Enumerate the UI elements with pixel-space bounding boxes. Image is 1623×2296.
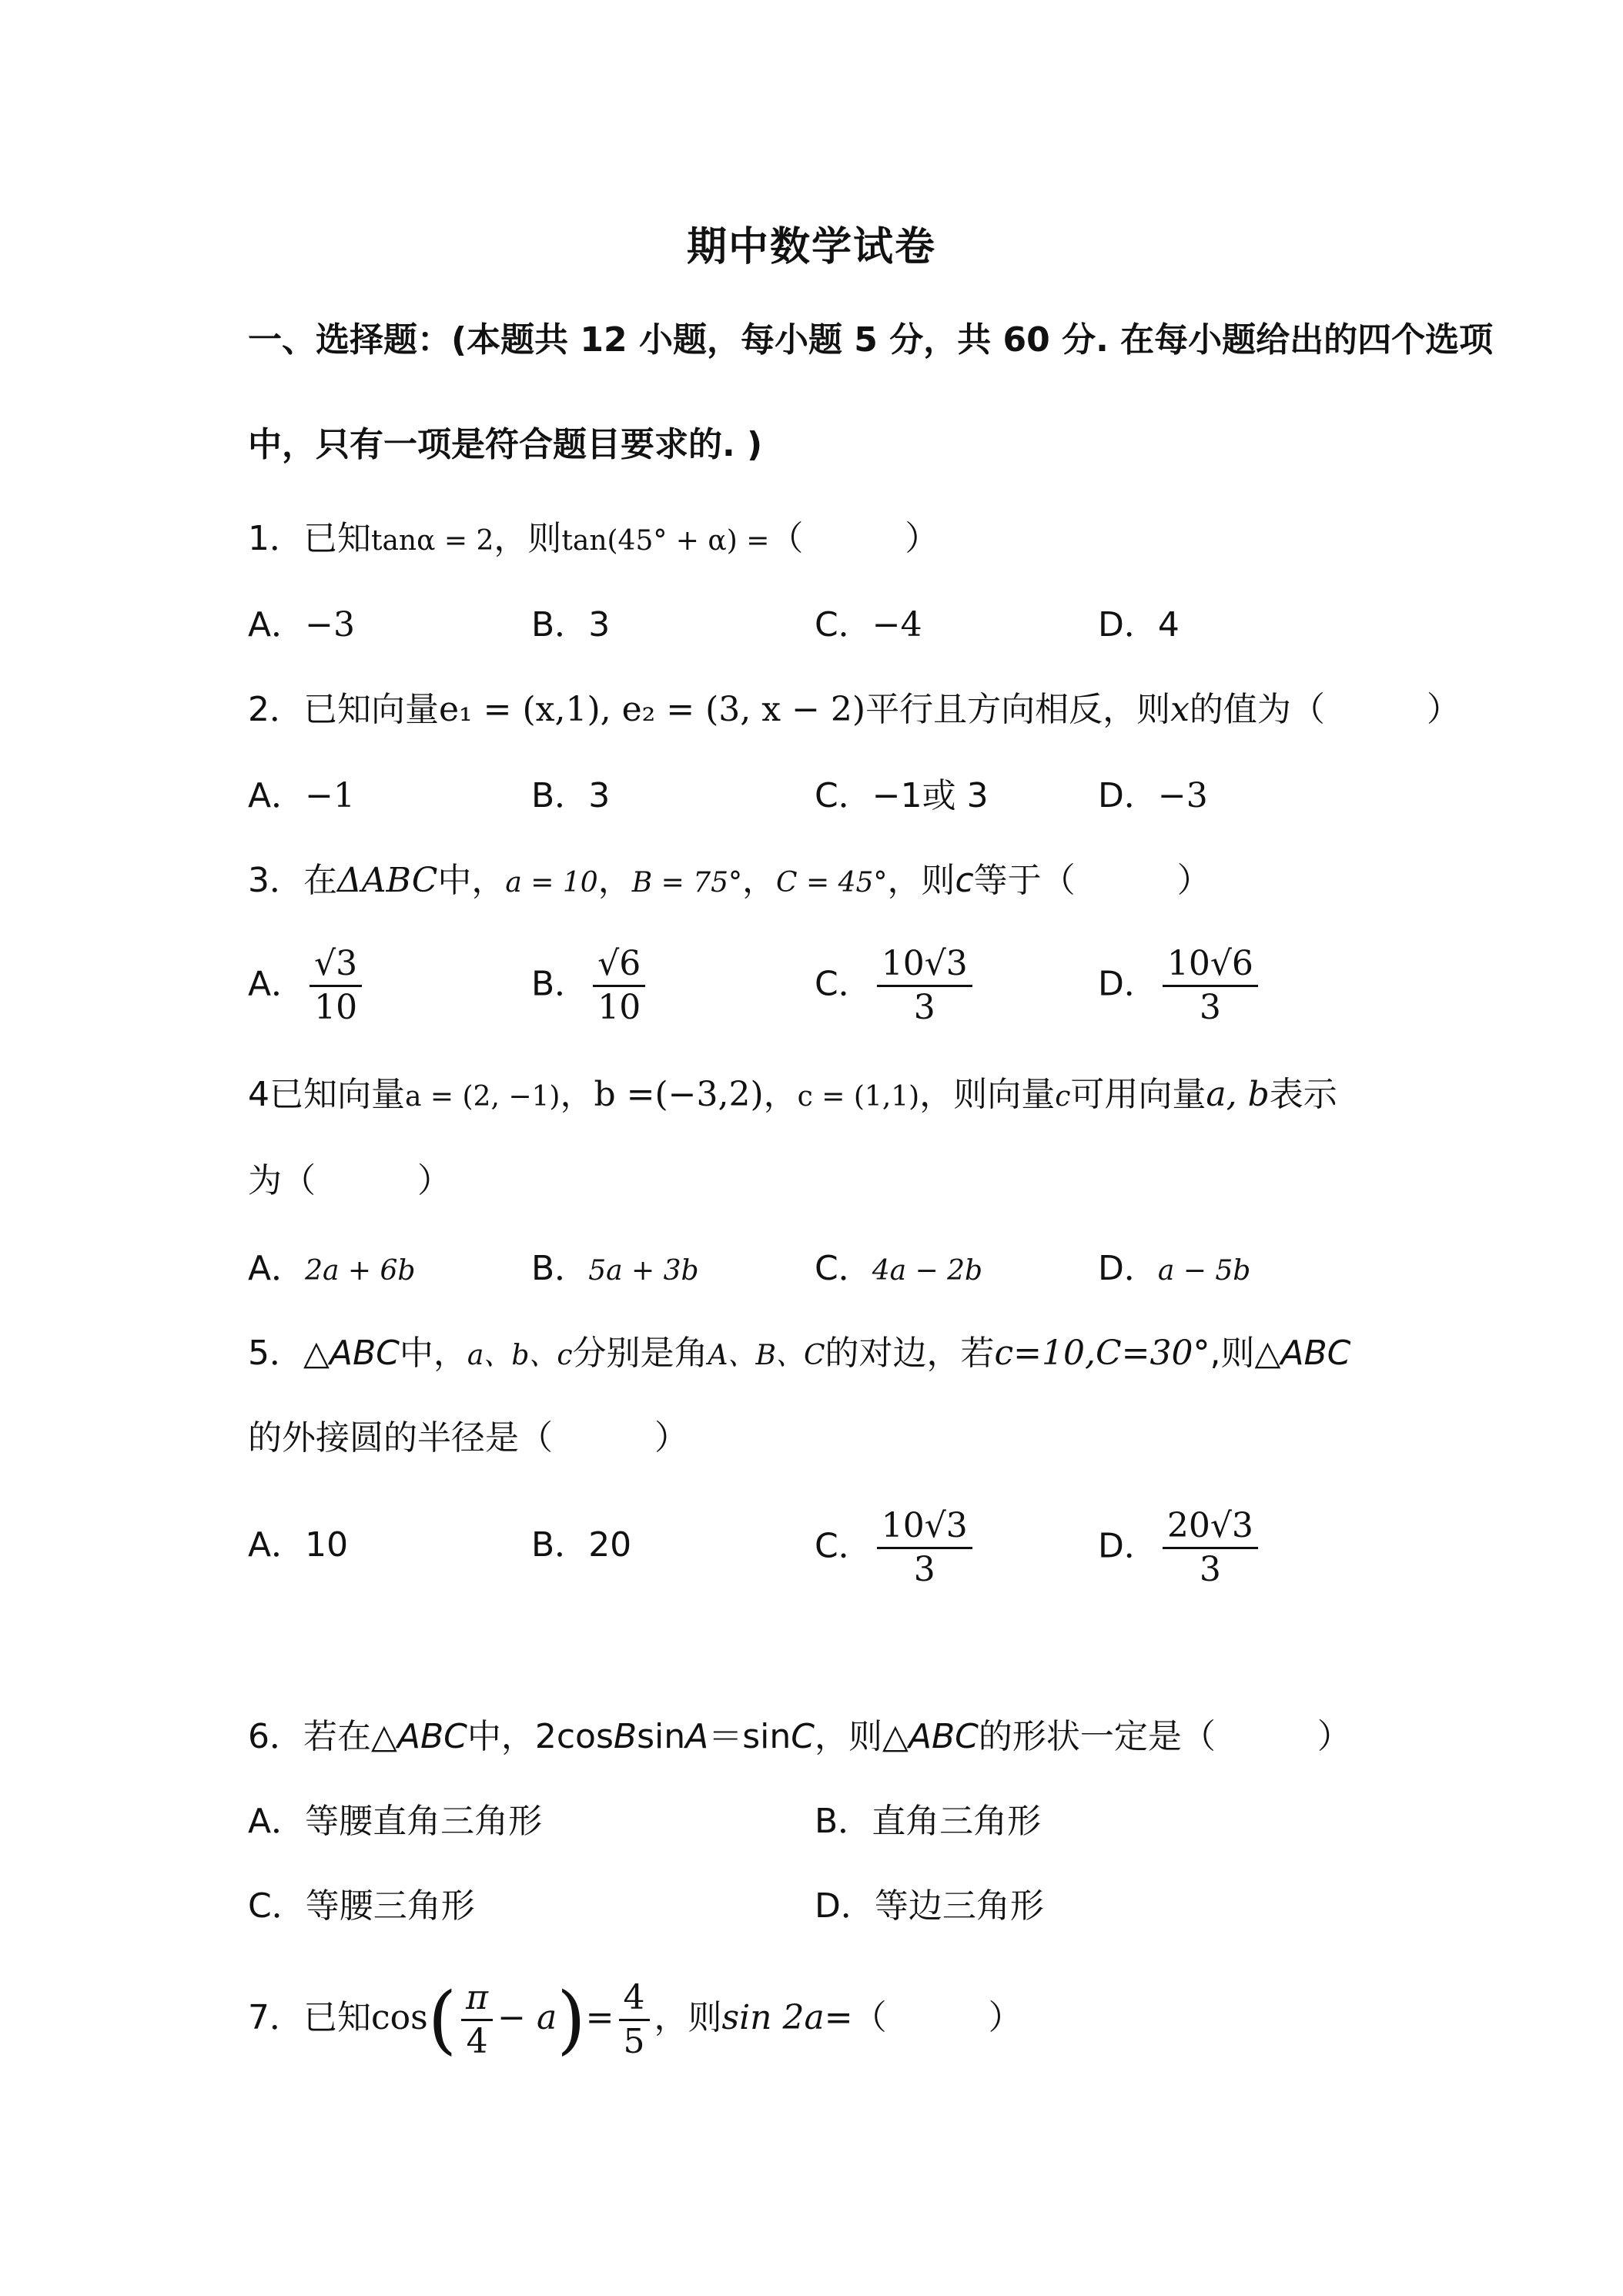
question-text: 中，2cos bbox=[467, 1717, 614, 1756]
option-label: B． bbox=[531, 1525, 589, 1565]
triangle-symbol: △ABC bbox=[371, 1717, 467, 1756]
option-value: a − 5b bbox=[1157, 1255, 1251, 1287]
option-d bbox=[1098, 1246, 1250, 1294]
section-heading-line-1: 一、选择题：(本题共 12 小题，每小题 5 分，共 60 分. 在每小题给出的四个选项 bbox=[248, 320, 1494, 360]
fraction-denominator: 4 bbox=[466, 2021, 488, 2061]
question-4-line-2: 为（ ） bbox=[248, 1161, 451, 1200]
question-text: 已知 bbox=[303, 519, 371, 558]
vector-a: a = (2, −1) bbox=[405, 1081, 561, 1113]
option-b bbox=[531, 1522, 631, 1568]
option-label: A． bbox=[248, 1525, 306, 1565]
option-label: A． bbox=[248, 776, 306, 815]
question-text: 的值为（ ） bbox=[1189, 690, 1461, 729]
question-text: 表示 bbox=[1269, 1075, 1337, 1114]
option-c bbox=[815, 943, 977, 1029]
fraction bbox=[1163, 943, 1258, 1029]
option-label: B． bbox=[531, 1249, 589, 1288]
fraction bbox=[1163, 1505, 1258, 1591]
fraction-denominator: 5 bbox=[623, 2021, 645, 2061]
question-text: 的对边，若 bbox=[825, 1334, 995, 1373]
option-label: D． bbox=[1098, 605, 1158, 644]
math-expression: A、B、C bbox=[708, 1340, 825, 1371]
math-variable: x bbox=[1170, 690, 1190, 729]
option-value: 直角三角形 bbox=[872, 1802, 1042, 1841]
option-label: D． bbox=[1098, 1249, 1158, 1288]
option-a bbox=[248, 773, 355, 819]
option-value: 3 bbox=[588, 605, 611, 644]
option-label: A． bbox=[248, 1802, 306, 1841]
option-value: 等腰三角形 bbox=[305, 1886, 475, 1926]
option-label: A． bbox=[248, 964, 306, 1004]
question-text: 已知 bbox=[303, 1998, 371, 2037]
option-value: 10 bbox=[305, 1525, 349, 1565]
option-b bbox=[531, 773, 610, 819]
option-value: 3 bbox=[588, 776, 611, 815]
option-value: 5a + 3b bbox=[588, 1255, 699, 1287]
option-value: 20 bbox=[588, 1525, 632, 1565]
question-6 bbox=[248, 1714, 1351, 1760]
option-label: B． bbox=[531, 776, 589, 815]
question-text: ，则 bbox=[494, 519, 562, 558]
option-value: −1 bbox=[305, 776, 355, 815]
option-label: C． bbox=[815, 1249, 872, 1288]
question-number: 1． bbox=[248, 519, 303, 558]
question-text: 等于（ ） bbox=[973, 861, 1211, 900]
fraction-denominator: 3 bbox=[913, 1550, 935, 1589]
question-number: 7． bbox=[248, 1998, 303, 2037]
fraction-numerator: √3 bbox=[310, 943, 362, 987]
page-title: 期中数学试卷 bbox=[686, 224, 936, 270]
fraction-denominator: 3 bbox=[913, 988, 935, 1027]
option-b bbox=[815, 1799, 1041, 1845]
question-3: 3．在ΔABC中，a = 10，B = 75°，C = 45°，则c等于（ ） bbox=[248, 861, 1211, 900]
math-expression: a、b、c bbox=[467, 1340, 573, 1371]
math-expression: − a bbox=[497, 1998, 557, 2037]
math-expression: a, b bbox=[1206, 1075, 1270, 1114]
option-d bbox=[1098, 602, 1180, 648]
fraction-numerator: 20√3 bbox=[1163, 1505, 1258, 1549]
math-expression: tanα = 2 bbox=[371, 525, 494, 557]
right-paren: ) bbox=[557, 1976, 586, 2063]
question-text: ，则 bbox=[815, 1717, 883, 1756]
option-c bbox=[815, 1246, 982, 1294]
question-number: 5． bbox=[248, 1334, 303, 1373]
option-label: C． bbox=[248, 1886, 306, 1926]
math-variable: c bbox=[1055, 1081, 1071, 1113]
option-label: C． bbox=[815, 964, 872, 1004]
math-expression: B = 75° bbox=[631, 867, 743, 899]
fraction-numerator: 10√3 bbox=[877, 943, 972, 987]
option-c bbox=[815, 602, 922, 648]
math-variable: A bbox=[685, 1717, 709, 1756]
question-number: 6． bbox=[248, 1717, 303, 1756]
question-4: 4已知向量a = (2, −1)，b =(−3,2)，c = (1,1)，则向量c可用向量a, b表示 bbox=[248, 1075, 1337, 1114]
fraction-numerator: 10√6 bbox=[1163, 943, 1258, 987]
option-label: C． bbox=[815, 605, 872, 644]
option-value: −3 bbox=[305, 605, 355, 644]
question-number: 3． bbox=[248, 861, 303, 900]
option-c bbox=[815, 1505, 977, 1591]
question-text: ，则向量 bbox=[919, 1075, 1056, 1114]
left-paren: ( bbox=[427, 1976, 457, 2063]
question-text: 平行且方向相反，则 bbox=[865, 690, 1171, 729]
math-expression: c=10,C=30° bbox=[994, 1334, 1210, 1373]
option-d bbox=[1098, 1505, 1263, 1591]
triangle-symbol: △ABC bbox=[303, 1334, 400, 1373]
question-5-line-2: 的外接圆的半径是（ ） bbox=[248, 1418, 688, 1458]
fraction-denominator: 10 bbox=[597, 988, 641, 1027]
option-d bbox=[1098, 773, 1208, 819]
fraction bbox=[461, 1977, 493, 2063]
question-text: 已知向量 bbox=[303, 690, 439, 729]
option-label: B． bbox=[531, 605, 589, 644]
triangle-symbol: ΔABC bbox=[337, 861, 438, 900]
question-1 bbox=[248, 516, 939, 564]
option-b bbox=[531, 943, 650, 1029]
fraction-denominator: 3 bbox=[1199, 988, 1221, 1027]
fraction-denominator: 3 bbox=[1199, 1550, 1221, 1589]
fraction bbox=[877, 1505, 972, 1591]
option-c bbox=[248, 1883, 475, 1930]
math-variable: C bbox=[791, 1717, 815, 1756]
question-number: 4 bbox=[248, 1075, 269, 1114]
math-expression: C = 45° bbox=[776, 867, 888, 899]
question-text: 已知向量 bbox=[269, 1075, 405, 1114]
option-c bbox=[815, 773, 989, 819]
question-text: =（ ） bbox=[824, 1998, 1022, 2037]
math-variable: B bbox=[613, 1717, 637, 1756]
math-expression: e₁ = (x,1), e₂ = (3, x − 2) bbox=[439, 690, 866, 729]
option-a bbox=[248, 1246, 415, 1294]
option-label: D． bbox=[1098, 964, 1158, 1004]
answer-paren: （ ） bbox=[769, 519, 939, 558]
vector-b: b =(−3,2) bbox=[594, 1075, 764, 1114]
math-expression: tan(45° + α) = bbox=[561, 525, 770, 557]
question-text: 分别是角 bbox=[572, 1334, 708, 1373]
math-function: ＝sin bbox=[708, 1717, 791, 1756]
math-expression: a = 10 bbox=[505, 867, 598, 899]
equals-sign: = bbox=[585, 1998, 614, 2037]
option-value: −4 bbox=[872, 605, 922, 644]
option-a bbox=[248, 1799, 542, 1845]
fraction-numerator: 10√3 bbox=[877, 1505, 972, 1549]
fraction-numerator: √6 bbox=[593, 943, 645, 987]
option-label: D． bbox=[815, 1886, 875, 1926]
question-text: ,则 bbox=[1210, 1334, 1255, 1373]
option-value: −1或 3 bbox=[872, 776, 989, 815]
fraction bbox=[593, 943, 645, 1029]
option-label: A． bbox=[248, 605, 306, 644]
section-heading-line-2: 中，只有一项是符合题目要求的. ) bbox=[248, 425, 763, 464]
vector-c: c = (1,1) bbox=[797, 1081, 920, 1113]
option-label: B． bbox=[815, 1802, 872, 1841]
question-text: 若在 bbox=[303, 1717, 371, 1756]
option-value: 等腰直角三角形 bbox=[305, 1802, 543, 1841]
math-function: cos bbox=[371, 1998, 428, 2037]
option-value: 2a + 6b bbox=[305, 1255, 416, 1287]
option-a bbox=[248, 602, 355, 648]
triangle-symbol: △ABC bbox=[882, 1717, 979, 1756]
fraction-numerator: π bbox=[461, 1977, 493, 2021]
fraction bbox=[619, 1977, 650, 2063]
question-text: 中， bbox=[437, 861, 506, 900]
math-function: sin bbox=[637, 1717, 686, 1756]
option-d bbox=[815, 1883, 1044, 1930]
option-label: C． bbox=[815, 1526, 872, 1566]
option-label: D． bbox=[1098, 1526, 1158, 1566]
question-text: 在 bbox=[303, 861, 337, 900]
fraction bbox=[877, 943, 972, 1029]
option-value: 4a − 2b bbox=[872, 1255, 983, 1287]
option-value: 等边三角形 bbox=[874, 1886, 1044, 1926]
option-b bbox=[531, 1246, 699, 1294]
option-label: C． bbox=[815, 776, 872, 815]
question-text: ，则 bbox=[887, 861, 955, 900]
triangle-symbol: △ABC bbox=[1254, 1334, 1351, 1373]
math-expression: sin 2a bbox=[721, 1998, 825, 2037]
option-value: 4 bbox=[1157, 605, 1180, 644]
fraction bbox=[310, 943, 362, 1029]
option-a bbox=[248, 943, 366, 1029]
question-text: 的形状一定是（ ） bbox=[978, 1717, 1351, 1756]
option-value: −3 bbox=[1157, 776, 1208, 815]
option-b bbox=[531, 602, 610, 648]
question-2 bbox=[248, 687, 1461, 733]
question-text: 可用向量 bbox=[1070, 1075, 1206, 1114]
question-text: 中， bbox=[399, 1334, 467, 1373]
question-number: 2． bbox=[248, 690, 303, 729]
fraction-denominator: 10 bbox=[314, 988, 358, 1027]
option-a bbox=[248, 1522, 348, 1568]
math-variable: c bbox=[955, 861, 974, 900]
fraction-numerator: 4 bbox=[619, 1977, 650, 2021]
question-5 bbox=[248, 1330, 1350, 1379]
option-label: D． bbox=[1098, 776, 1158, 815]
option-d bbox=[1098, 943, 1263, 1029]
question-text: ，则 bbox=[654, 1998, 722, 2037]
option-label: A． bbox=[248, 1249, 306, 1288]
question-7 bbox=[248, 1968, 1022, 2070]
option-label: B． bbox=[531, 964, 589, 1004]
